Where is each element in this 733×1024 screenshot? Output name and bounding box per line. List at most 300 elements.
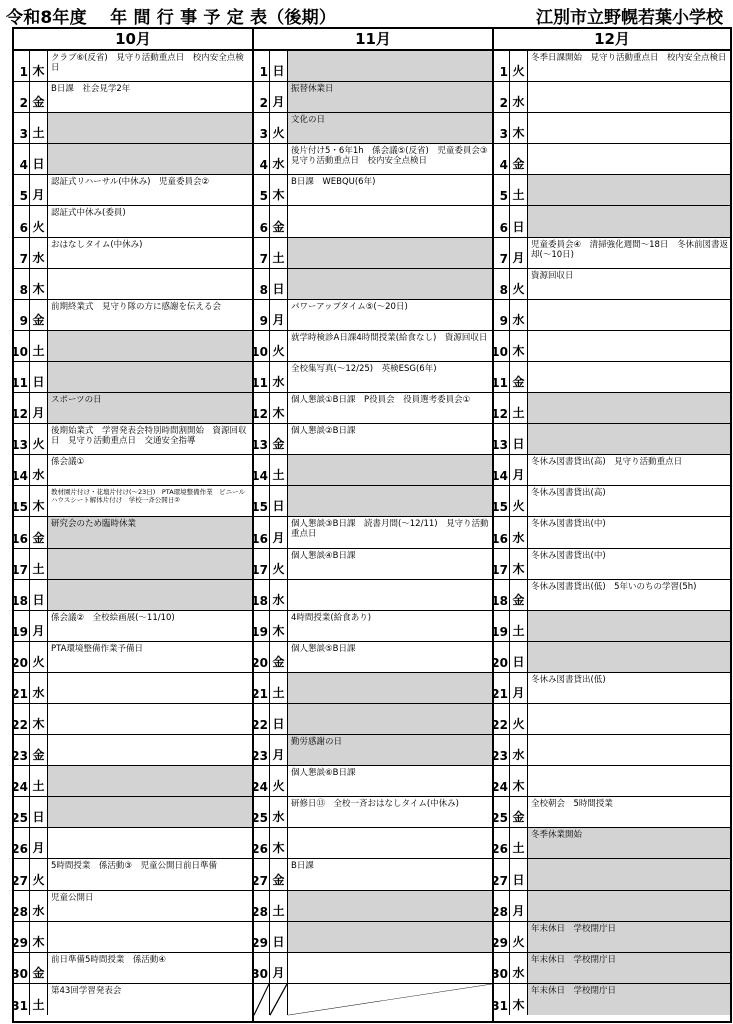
day-number: 23 [14,735,30,765]
day-row [14,206,252,237]
day-number: 12 [14,393,30,423]
day-number: 10 [494,331,510,361]
day-row [11,828,252,859]
day-number: 18 [494,580,510,610]
day-row [11,797,252,828]
event-text [48,735,252,765]
day-number: 24 [254,766,270,796]
weekday: 火 [270,549,288,579]
event-text: PTA環境整備作業予備日 [51,643,143,654]
day-row [11,922,252,953]
weekday: 水 [270,797,288,827]
day-row [14,269,252,300]
day-row [251,611,492,642]
day-number: 16 [494,517,510,547]
event-text [528,704,730,734]
weekday: 火 [30,206,48,236]
day-row [11,953,252,984]
weekday: 土 [270,238,288,268]
day-number: 2 [14,82,30,112]
day-number: 11 [494,362,510,392]
weekday: 木 [30,922,48,952]
day-row [251,362,492,393]
event-text: 年末休日 学校閉庁日 [528,984,730,1015]
day-number: 13 [14,424,30,454]
event-text [288,486,492,516]
weekday: 金 [30,300,48,330]
weekday: 木 [510,549,528,579]
event-text [288,828,492,858]
weekday: 月 [270,300,288,330]
day-number: 14 [14,455,30,485]
weekday: 日 [30,144,48,174]
event-text: 振替休業日 [288,82,492,112]
day-number: 2 [494,82,510,112]
weekday: 月 [510,891,528,921]
day-number: 1 [254,51,270,81]
day-row [491,859,730,890]
event-text: パワーアップタイム⑤(～20日) [291,301,408,312]
day-row [491,797,730,828]
event-text: 前日準備5時間授業 係活動④ [51,954,167,965]
day-number: 20 [14,642,30,672]
event-text: 児童公開日 [51,892,94,903]
event-text: 就学時検診A日課4時間授業(給食なし) 資源回収日 [291,332,488,343]
weekday: 火 [30,859,48,889]
weekday: 月 [510,673,528,703]
day-row [491,580,730,611]
event-text: B日課 社会見学2年 [51,84,131,95]
day-number: 19 [254,611,270,641]
weekday: 金 [510,797,528,827]
weekday: 水 [510,300,528,330]
weekday: 火 [510,269,528,299]
event-text [48,269,252,299]
day-number: 24 [494,766,510,796]
event-text [48,673,252,703]
weekday: 木 [270,611,288,641]
month-column-december [492,27,732,1023]
event-text [528,891,730,921]
day-number: 3 [254,113,270,143]
day-row [14,300,252,331]
event-text: 後期始業式 学習発表会特別時間割開始 資源回収日 見守り活動重点日 交通安全指導 [51,426,247,447]
day-row [491,331,730,362]
day-row [254,82,492,113]
weekday: 水 [510,735,528,765]
day-row [11,486,252,517]
event-text: おはなしタイム(中休み) [51,239,143,250]
day-number: 23 [494,735,510,765]
day-row [251,828,492,859]
day-number: 28 [254,891,270,921]
day-number [254,984,270,1015]
weekday: 日 [30,362,48,392]
event-text: 資源回収日 [531,270,574,281]
event-text: 年末休日 学校閉庁日 [528,953,730,983]
day-row [491,735,730,766]
day-number: 25 [254,797,270,827]
day-number: 27 [254,859,270,889]
event-text: 研究会のため臨時休業 [48,517,252,547]
day-row [14,51,252,82]
weekday: 金 [510,144,528,174]
day-row [254,984,492,1015]
day-number: 20 [254,642,270,672]
event-text [528,393,730,423]
day-number: 17 [494,549,510,579]
day-row [491,984,730,1015]
event-text: 冬季休業開始 [528,828,730,858]
event-text [528,113,730,143]
day-row [254,206,492,237]
day-row [11,735,252,766]
day-row [491,424,730,455]
event-text [48,828,252,858]
day-number: 15 [14,486,30,516]
day-number: 28 [14,891,30,921]
event-text: 個人懇談②B日課 [291,426,356,437]
weekday: 木 [270,175,288,205]
weekday: 水 [30,673,48,703]
day-row [11,424,252,455]
day-row [494,238,730,269]
weekday: 木 [30,51,48,81]
day-number: 18 [254,580,270,610]
weekday: 日 [30,580,48,610]
day-row [251,859,492,890]
day-number: 8 [254,269,270,299]
weekday: 火 [510,704,528,734]
day-number: 6 [254,206,270,236]
day-row [251,673,492,704]
page-title: 令和8年度 年 間 行 事 予 定 表（後期） [6,8,337,28]
event-text [48,113,252,143]
weekday: 火 [270,113,288,143]
month-rows [11,51,252,1015]
day-number: 9 [494,300,510,330]
weekday: 月 [270,82,288,112]
weekday: 土 [30,766,48,796]
event-text [288,51,492,81]
weekday: 火 [270,766,288,796]
event-text [288,891,492,921]
weekday: 金 [270,424,288,454]
day-number: 4 [494,144,510,174]
school-name: 江別市立野幌若葉小学校 [536,8,723,28]
weekday: 水 [270,362,288,392]
event-text: 冬休み図書貸出(低) 5年いのちの学習(5h) [531,581,697,592]
day-row [251,486,492,517]
day-number: 10 [254,331,270,361]
blank-slash [254,984,269,1015]
event-text [48,766,252,796]
day-row [491,393,730,424]
day-number: 18 [14,580,30,610]
day-row [251,922,492,953]
day-row [491,642,730,673]
weekday: 土 [30,113,48,143]
day-row [11,766,252,797]
day-row [251,549,492,580]
weekday: 木 [30,486,48,516]
day-row [14,113,252,144]
month-header: 11月 [254,29,492,51]
day-row [11,891,252,922]
day-row [11,859,252,890]
day-number: 6 [14,206,30,236]
day-number: 11 [14,362,30,392]
day-row [14,175,252,206]
day-row [254,269,492,300]
day-row [491,611,730,642]
day-row [11,673,252,704]
event-text [528,735,730,765]
month-header: 12月 [494,29,730,51]
weekday: 金 [30,517,48,547]
event-text: 冬休み図書貸出(高) [531,488,606,499]
event-text: 研修日⑬ 全校一斉おはなしタイム(中休み) [291,799,459,810]
event-text [48,362,252,392]
event-text [48,331,252,361]
day-row [11,393,252,424]
day-row [491,549,730,580]
event-text [528,175,730,205]
day-row [11,517,252,548]
day-row [491,828,730,859]
day-row [251,331,492,362]
event-text: 第43回学習発表会 [51,985,122,996]
event-text: 5時間授業 係活動③ 児童公開日前日準備 [51,861,218,872]
event-text [288,953,492,983]
event-text [288,704,492,734]
day-row [491,517,730,548]
event-text: 冬季日課開始 見守り活動重点日 校内安全点検日 [531,53,727,63]
day-row [491,766,730,797]
day-number: 24 [14,766,30,796]
day-number: 22 [494,704,510,734]
weekday: 木 [30,704,48,734]
weekday: 金 [30,735,48,765]
day-number: 12 [254,393,270,423]
day-number: 1 [494,51,510,81]
event-text: 個人懇談⑥B日課 [291,768,356,779]
event-text: 4時間授業(給食あり) [291,612,372,623]
day-number: 4 [14,144,30,174]
event-text: 個人懇談⑤B日課 [291,643,356,654]
day-number: 14 [494,455,510,485]
event-text [288,206,492,236]
day-number: 27 [494,859,510,889]
event-text: 個人懇談①B日課 P役員会 役員選考委員会① [291,395,471,406]
day-number: 3 [494,113,510,143]
event-text: 係会議① [51,457,85,468]
event-text [528,362,730,392]
day-number: 19 [14,611,30,641]
weekday: 金 [510,580,528,610]
day-row [491,891,730,922]
day-number: 13 [494,424,510,454]
month-column-november [251,27,497,1023]
weekday: 日 [510,206,528,236]
blank-slash [288,984,492,1015]
day-row [494,269,730,300]
month-rows [251,51,497,1015]
day-number: 8 [14,269,30,299]
day-row [251,455,492,486]
day-number: 31 [494,984,510,1015]
event-text: B日課 [291,861,314,872]
event-text: 年末休日 学校閉庁日 [528,922,730,952]
weekday: 金 [270,859,288,889]
event-text: 冬休み図書貸出(中) [531,550,606,561]
day-number: 15 [254,486,270,516]
weekday: 土 [510,393,528,423]
event-text: 教材園片付け・花壇片付け(～23日) PTA環境整備作業 ビニールハウスシート解体片付け 学校一斉公開日② [51,488,246,505]
weekday: 火 [510,922,528,952]
weekday: 月 [510,455,528,485]
day-row [251,517,492,548]
weekday: 月 [30,611,48,641]
weekday: 水 [510,953,528,983]
day-row [251,735,492,766]
day-row [254,300,492,331]
day-row [491,673,730,704]
day-row [251,393,492,424]
day-number: 26 [254,828,270,858]
day-number: 21 [14,673,30,703]
day-number: 26 [14,828,30,858]
day-row [254,51,492,82]
event-text: 文化の日 [288,113,492,143]
day-row [251,642,492,673]
event-text: 前期終業式 見守り隊の方に感謝を伝える会 [51,301,222,312]
weekday: 土 [270,455,288,485]
event-text: スポーツの日 [48,393,252,423]
day-row [494,82,730,113]
weekday: 木 [510,113,528,143]
month-rows [491,51,730,1015]
weekday: 火 [30,424,48,454]
weekday: 火 [510,51,528,81]
day-row [11,580,252,611]
weekday: 月 [510,238,528,268]
weekday: 日 [270,486,288,516]
event-text [48,549,252,579]
event-text [288,580,492,610]
day-row [491,704,730,735]
weekday: 月 [30,828,48,858]
weekday: 日 [30,797,48,827]
weekday: 日 [270,922,288,952]
day-number: 30 [254,953,270,983]
weekday: 日 [510,859,528,889]
event-text [528,424,730,454]
weekday: 火 [510,486,528,516]
day-number: 22 [254,704,270,734]
weekday: 土 [30,984,48,1015]
day-row [491,362,730,393]
event-text [528,82,730,112]
day-number: 29 [494,922,510,952]
day-number: 25 [14,797,30,827]
weekday: 月 [30,393,48,423]
day-row [254,144,497,175]
day-number: 1 [14,51,30,81]
event-text [528,144,730,174]
day-number: 3 [14,113,30,143]
weekday: 火 [270,331,288,361]
day-row [251,797,492,828]
event-text [288,984,492,1015]
weekday: 土 [510,611,528,641]
day-row [494,51,730,82]
weekday: 水 [510,517,528,547]
day-number: 16 [14,517,30,547]
page-header [0,0,733,28]
day-row [11,984,252,1015]
weekday: 木 [30,269,48,299]
event-text: クラブ⑥(反省) 見守り活動重点日 校内安全点検日 [51,53,244,73]
weekday: 木 [510,331,528,361]
day-number: 9 [14,300,30,330]
weekday: 金 [30,953,48,983]
day-number: 22 [14,704,30,734]
event-text [528,642,730,672]
event-text [528,859,730,889]
day-row [11,362,252,393]
weekday: 木 [270,393,288,423]
weekday: 木 [510,766,528,796]
day-row [254,238,492,269]
weekday: 月 [270,953,288,983]
day-row [11,642,252,673]
event-text: 勤労感謝の日 [288,735,492,765]
weekday: 土 [510,828,528,858]
day-number: 25 [494,797,510,827]
event-text [48,704,252,734]
day-number: 29 [14,922,30,952]
day-row [494,113,730,144]
event-text: 全校集写真(～12/25) 英検ESG(6年) [291,363,437,374]
weekday: 水 [30,891,48,921]
weekday: 金 [270,206,288,236]
day-row [494,144,730,175]
event-text [528,611,730,641]
weekday: 土 [270,891,288,921]
event-text [528,300,730,330]
day-row [11,455,252,486]
event-text [288,673,492,703]
weekday: 土 [510,175,528,205]
event-text [288,922,492,952]
day-row [494,300,730,331]
day-row [11,549,252,580]
day-number: 29 [254,922,270,952]
day-number: 21 [494,673,510,703]
day-number: 16 [254,517,270,547]
day-number: 15 [494,486,510,516]
weekday: 日 [270,51,288,81]
day-number: 5 [494,175,510,205]
event-text [528,331,730,361]
event-text [528,766,730,796]
event-text: 冬休み図書貸出(高) 見守り活動重点日 [531,457,683,468]
day-number: 30 [14,953,30,983]
event-text: 全校朝会 5時間授業 [531,799,613,810]
day-number: 27 [14,859,30,889]
weekday: 土 [270,673,288,703]
